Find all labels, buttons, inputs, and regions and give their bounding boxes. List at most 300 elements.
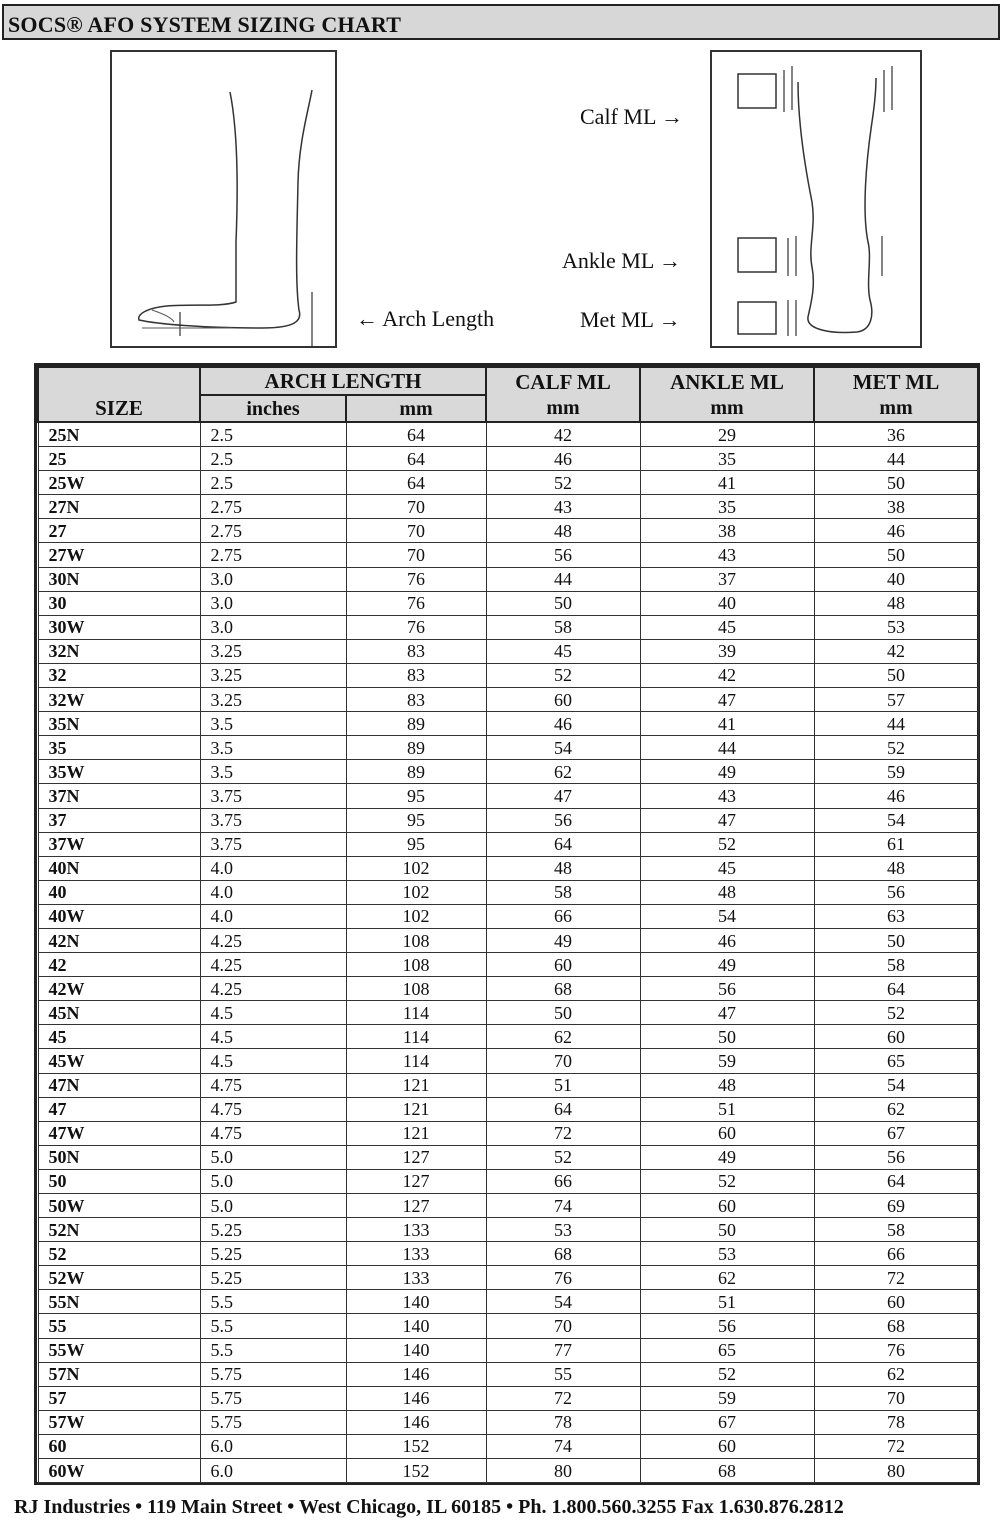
ankle-ml-cell: 35 — [640, 447, 814, 471]
met-ml-cell: 42 — [814, 639, 978, 663]
met-ml-cell: 56 — [814, 1145, 978, 1169]
arch-mm-cell: 64 — [346, 447, 486, 471]
ankle-ml-cell: 60 — [640, 1194, 814, 1218]
arch-inches-cell: 5.0 — [200, 1169, 346, 1193]
ankle-ml-cell: 59 — [640, 1049, 814, 1073]
size-cell: 60W — [38, 1459, 200, 1483]
ankle-ml-cell: 53 — [640, 1242, 814, 1266]
calf-ml-cell: 66 — [486, 904, 640, 928]
ankle-ml-cell: 35 — [640, 495, 814, 519]
header-size-blank — [38, 367, 200, 395]
arch-inches-cell: 3.25 — [200, 663, 346, 687]
arch-inches-cell: 5.0 — [200, 1145, 346, 1169]
arch-inches-cell: 5.25 — [200, 1242, 346, 1266]
arch-inches-cell: 5.0 — [200, 1194, 346, 1218]
calf-ml-cell: 50 — [486, 1001, 640, 1025]
ankle-ml-cell: 38 — [640, 519, 814, 543]
ankle-ml-cell: 67 — [640, 1410, 814, 1434]
met-ml-cell: 64 — [814, 1169, 978, 1193]
table-row — [38, 1386, 978, 1410]
ankle-ml-cell: 47 — [640, 1001, 814, 1025]
arch-mm-cell: 140 — [346, 1314, 486, 1338]
calf-ml-cell: 74 — [486, 1194, 640, 1218]
ankle-ml-cell: 44 — [640, 736, 814, 760]
table-row — [38, 977, 978, 1001]
table-row — [38, 904, 978, 928]
met-ml-cell: 69 — [814, 1194, 978, 1218]
arch-inches-cell: 4.5 — [200, 1025, 346, 1049]
arch-mm-cell: 95 — [346, 784, 486, 808]
calf-ml-cell: 45 — [486, 639, 640, 663]
arch-inches-cell: 3.75 — [200, 832, 346, 856]
arch-mm-cell: 102 — [346, 856, 486, 880]
ankle-ml-cell: 50 — [640, 1025, 814, 1049]
calf-ml-cell: 68 — [486, 977, 640, 1001]
arch-inches-cell: 6.0 — [200, 1434, 346, 1458]
arch-mm-cell: 70 — [346, 519, 486, 543]
arch-mm-cell: 89 — [346, 736, 486, 760]
arch-inches-cell: 4.0 — [200, 880, 346, 904]
table-row — [38, 688, 978, 712]
ankle-ml-cell: 50 — [640, 1218, 814, 1242]
ankle-ml-cell: 45 — [640, 856, 814, 880]
calf-ml-cell: 74 — [486, 1434, 640, 1458]
arch-inches-cell: 2.75 — [200, 519, 346, 543]
arch-mm-cell: 140 — [346, 1290, 486, 1314]
size-cell: 42W — [38, 977, 200, 1001]
ankle-ml-cell: 52 — [640, 832, 814, 856]
table-row — [38, 1025, 978, 1049]
arch-inches-cell: 3.75 — [200, 784, 346, 808]
size-cell: 30W — [38, 615, 200, 639]
met-ml-cell: 48 — [814, 856, 978, 880]
calf-ml-cell: 76 — [486, 1266, 640, 1290]
arch-inches-cell: 4.75 — [200, 1073, 346, 1097]
arch-mm-cell: 76 — [346, 567, 486, 591]
arch-mm-cell: 76 — [346, 591, 486, 615]
table-body — [38, 422, 978, 1483]
met-ml-cell: 50 — [814, 543, 978, 567]
met-ml-cell: 76 — [814, 1338, 978, 1362]
calf-ml-cell: 55 — [486, 1362, 640, 1386]
arch-mm-cell: 121 — [346, 1097, 486, 1121]
arch-inches-cell: 2.75 — [200, 495, 346, 519]
size-cell: 55N — [38, 1290, 200, 1314]
foot-side-view-drawing — [112, 52, 335, 346]
arch-mm-cell: 121 — [346, 1073, 486, 1097]
met-ml-cell: 50 — [814, 663, 978, 687]
table-row — [38, 1434, 978, 1458]
arch-mm-cell: 89 — [346, 712, 486, 736]
table-row — [38, 615, 978, 639]
arch-mm-cell: 64 — [346, 471, 486, 495]
arch-mm-cell: 146 — [346, 1362, 486, 1386]
ankle-ml-cell: 65 — [640, 1338, 814, 1362]
table-row — [38, 1194, 978, 1218]
calf-ml-cell: 52 — [486, 471, 640, 495]
size-cell: 55 — [38, 1314, 200, 1338]
arch-inches-cell: 5.75 — [200, 1410, 346, 1434]
size-cell: 30N — [38, 567, 200, 591]
header-ankle-mm: mm — [640, 395, 814, 422]
table-row — [38, 736, 978, 760]
size-cell: 40W — [38, 904, 200, 928]
table-row — [38, 663, 978, 687]
size-cell: 50N — [38, 1145, 200, 1169]
calf-ml-cell: 53 — [486, 1218, 640, 1242]
size-cell: 47W — [38, 1121, 200, 1145]
size-cell: 32N — [38, 639, 200, 663]
met-ml-cell: 62 — [814, 1362, 978, 1386]
calf-ml-cell: 72 — [486, 1121, 640, 1145]
size-cell: 27 — [38, 519, 200, 543]
ankle-ml-cell: 52 — [640, 1362, 814, 1386]
header-row-units — [38, 395, 978, 422]
title-bar — [2, 4, 1000, 40]
size-cell: 50 — [38, 1169, 200, 1193]
met-ml-label: Met ML → — [580, 307, 681, 332]
table-row — [38, 543, 978, 567]
size-cell: 45 — [38, 1025, 200, 1049]
met-ml-cell: 58 — [814, 1218, 978, 1242]
ankle-ml-cell: 46 — [640, 928, 814, 952]
ankle-ml-label: Ankle ML → — [562, 248, 681, 273]
size-cell: 27W — [38, 543, 200, 567]
calf-ml-cell: 70 — [486, 1314, 640, 1338]
header-met-mm: mm — [814, 395, 978, 422]
ankle-ml-cell: 45 — [640, 615, 814, 639]
arch-inches-cell: 4.75 — [200, 1097, 346, 1121]
arch-mm-cell: 83 — [346, 639, 486, 663]
met-ml-cell: 54 — [814, 808, 978, 832]
arch-inches-cell: 3.5 — [200, 736, 346, 760]
arch-mm-cell: 102 — [346, 880, 486, 904]
met-ml-cell: 70 — [814, 1386, 978, 1410]
table-row — [38, 1338, 978, 1362]
met-ml-cell: 46 — [814, 784, 978, 808]
ankle-ml-cell: 47 — [640, 688, 814, 712]
arch-inches-cell: 3.0 — [200, 591, 346, 615]
calf-ml-cell: 52 — [486, 663, 640, 687]
met-ml-cell: 54 — [814, 1073, 978, 1097]
calf-ml-cell: 42 — [486, 422, 640, 447]
calf-ml-cell: 77 — [486, 1338, 640, 1362]
table-row — [38, 712, 978, 736]
arch-mm-cell: 133 — [346, 1242, 486, 1266]
size-cell: 35 — [38, 736, 200, 760]
arch-inches-cell: 3.5 — [200, 760, 346, 784]
met-ml-cell: 57 — [814, 688, 978, 712]
table-row — [38, 1314, 978, 1338]
size-cell: 45W — [38, 1049, 200, 1073]
table-row — [38, 471, 978, 495]
table-row — [38, 1073, 978, 1097]
table-row — [38, 1242, 978, 1266]
arch-mm-cell: 108 — [346, 953, 486, 977]
calf-ml-cell: 44 — [486, 567, 640, 591]
arch-inches-cell: 2.5 — [200, 471, 346, 495]
sizing-table — [34, 363, 980, 1485]
table-row — [38, 495, 978, 519]
size-cell: 30 — [38, 591, 200, 615]
calf-ml-cell: 68 — [486, 1242, 640, 1266]
size-cell: 25W — [38, 471, 200, 495]
table-row — [38, 784, 978, 808]
arch-mm-cell: 108 — [346, 928, 486, 952]
met-ml-cell: 65 — [814, 1049, 978, 1073]
calf-ml-cell: 54 — [486, 1290, 640, 1314]
arch-mm-cell: 146 — [346, 1386, 486, 1410]
header-size: SIZE — [38, 395, 200, 422]
calf-ml-cell: 62 — [486, 760, 640, 784]
arch-inches-cell: 3.0 — [200, 567, 346, 591]
ankle-ml-cell: 62 — [640, 1266, 814, 1290]
arch-inches-cell: 4.5 — [200, 1049, 346, 1073]
table-row — [38, 639, 978, 663]
size-cell: 50W — [38, 1194, 200, 1218]
arch-mm-cell: 102 — [346, 904, 486, 928]
ankle-ml-cell: 60 — [640, 1434, 814, 1458]
arch-length-label: ← Arch Length — [356, 306, 495, 331]
ankle-ml-cell: 52 — [640, 1169, 814, 1193]
table-row — [38, 1362, 978, 1386]
table-row — [38, 447, 978, 471]
arch-inches-cell: 3.25 — [200, 639, 346, 663]
arch-mm-cell: 152 — [346, 1434, 486, 1458]
ankle-ml-cell: 68 — [640, 1459, 814, 1483]
table-row — [38, 832, 978, 856]
met-ml-cell: 67 — [814, 1121, 978, 1145]
arch-mm-cell: 76 — [346, 615, 486, 639]
arch-inches-cell: 4.25 — [200, 977, 346, 1001]
size-cell: 32 — [38, 663, 200, 687]
ankle-ml-cell: 47 — [640, 808, 814, 832]
arch-mm-cell: 152 — [346, 1459, 486, 1483]
met-ml-cell: 52 — [814, 1001, 978, 1025]
ankle-ml-cell: 42 — [640, 663, 814, 687]
table-row — [38, 808, 978, 832]
header-met-ml: MET ML — [814, 367, 978, 395]
ankle-ml-cell: 51 — [640, 1290, 814, 1314]
calf-ml-cell: 48 — [486, 519, 640, 543]
size-cell: 37W — [38, 832, 200, 856]
table-row — [38, 1169, 978, 1193]
ankle-ml-cell: 40 — [640, 591, 814, 615]
calf-ml-cell: 62 — [486, 1025, 640, 1049]
arch-mm-cell: 95 — [346, 832, 486, 856]
arch-mm-cell: 70 — [346, 495, 486, 519]
table-row — [38, 856, 978, 880]
calf-ml-cell: 80 — [486, 1459, 640, 1483]
met-ml-cell: 38 — [814, 495, 978, 519]
ankle-ml-cell: 37 — [640, 567, 814, 591]
size-cell: 25N — [38, 422, 200, 447]
calf-ml-cell: 58 — [486, 615, 640, 639]
table-row — [38, 567, 978, 591]
size-cell: 42N — [38, 928, 200, 952]
table-row — [38, 1097, 978, 1121]
table-row — [38, 1145, 978, 1169]
page-title: SOCS® AFO SYSTEM SIZING CHART — [8, 12, 402, 37]
calf-ml-cell: 50 — [486, 591, 640, 615]
ankle-ml-cell: 49 — [640, 760, 814, 784]
met-ml-cell: 56 — [814, 880, 978, 904]
table-row — [38, 880, 978, 904]
size-cell: 60 — [38, 1434, 200, 1458]
met-ml-cell: 61 — [814, 832, 978, 856]
arch-mm-cell: 127 — [346, 1145, 486, 1169]
arch-inches-cell: 4.75 — [200, 1121, 346, 1145]
ankle-ml-cell: 41 — [640, 471, 814, 495]
calf-ml-cell: 43 — [486, 495, 640, 519]
calf-ml-cell: 60 — [486, 953, 640, 977]
calf-ml-cell: 70 — [486, 1049, 640, 1073]
arch-mm-cell: 121 — [346, 1121, 486, 1145]
size-cell: 57W — [38, 1410, 200, 1434]
met-ml-cell: 44 — [814, 447, 978, 471]
met-ml-cell: 72 — [814, 1266, 978, 1290]
size-cell: 37N — [38, 784, 200, 808]
size-cell: 40 — [38, 880, 200, 904]
met-ml-cell: 63 — [814, 904, 978, 928]
table-row — [38, 591, 978, 615]
size-cell: 37 — [38, 808, 200, 832]
ankle-ml-cell: 56 — [640, 977, 814, 1001]
met-ml-cell: 64 — [814, 977, 978, 1001]
calf-ml-cell: 56 — [486, 543, 640, 567]
arch-inches-cell: 2.5 — [200, 447, 346, 471]
ankle-ml-cell: 60 — [640, 1121, 814, 1145]
arch-mm-cell: 114 — [346, 1025, 486, 1049]
arch-inches-cell: 2.5 — [200, 422, 346, 447]
calf-ml-cell: 54 — [486, 736, 640, 760]
ankle-ml-cell: 48 — [640, 880, 814, 904]
ankle-ml-cell: 56 — [640, 1314, 814, 1338]
table-row — [38, 1218, 978, 1242]
size-cell: 45N — [38, 1001, 200, 1025]
arch-inches-cell: 4.25 — [200, 928, 346, 952]
table-row — [38, 1001, 978, 1025]
arch-inches-cell: 4.5 — [200, 1001, 346, 1025]
met-ml-cell: 62 — [814, 1097, 978, 1121]
ankle-ml-cell: 43 — [640, 543, 814, 567]
size-cell: 35W — [38, 760, 200, 784]
met-ml-cell: 59 — [814, 760, 978, 784]
ankle-ml-cell: 48 — [640, 1073, 814, 1097]
calf-ml-cell: 64 — [486, 1097, 640, 1121]
ankle-ml-cell: 29 — [640, 422, 814, 447]
calf-ml-cell: 66 — [486, 1169, 640, 1193]
ankle-ml-cell: 59 — [640, 1386, 814, 1410]
arch-inches-cell: 4.0 — [200, 904, 346, 928]
calf-ml-cell: 48 — [486, 856, 640, 880]
table-row — [38, 760, 978, 784]
leg-front-view-figure — [710, 50, 922, 348]
footer-contact: RJ Industries • 119 Main Street • West Chicago, IL 60185 • Ph. 1.800.560.3255 Fax 1.630.876.2812 — [14, 1496, 844, 1518]
met-ml-cell: 52 — [814, 736, 978, 760]
arch-mm-cell: 114 — [346, 1049, 486, 1073]
header-arch-mm: mm — [346, 395, 486, 422]
arch-mm-cell: 95 — [346, 808, 486, 832]
calf-ml-cell: 56 — [486, 808, 640, 832]
arch-inches-cell: 6.0 — [200, 1459, 346, 1483]
header-calf-ml: CALF ML — [486, 367, 640, 395]
header-arch-length: ARCH LENGTH — [200, 367, 486, 395]
arch-mm-cell: 83 — [346, 688, 486, 712]
size-cell: 47 — [38, 1097, 200, 1121]
arch-inches-cell: 5.25 — [200, 1266, 346, 1290]
size-cell: 25 — [38, 447, 200, 471]
ankle-ml-cell: 39 — [640, 639, 814, 663]
met-ml-cell: 44 — [814, 712, 978, 736]
arch-mm-cell: 108 — [346, 977, 486, 1001]
met-ml-cell: 48 — [814, 591, 978, 615]
met-ml-cell: 66 — [814, 1242, 978, 1266]
table-row — [38, 928, 978, 952]
table-row — [38, 519, 978, 543]
met-ml-cell: 53 — [814, 615, 978, 639]
arch-inches-cell: 3.0 — [200, 615, 346, 639]
met-ml-cell: 72 — [814, 1434, 978, 1458]
arch-mm-cell: 133 — [346, 1266, 486, 1290]
size-cell: 32W — [38, 688, 200, 712]
size-cell: 35N — [38, 712, 200, 736]
arch-inches-cell: 3.25 — [200, 688, 346, 712]
table-row — [38, 1290, 978, 1314]
met-ml-cell: 36 — [814, 422, 978, 447]
size-cell: 52N — [38, 1218, 200, 1242]
size-cell: 57N — [38, 1362, 200, 1386]
calf-ml-cell: 46 — [486, 447, 640, 471]
arch-inches-cell: 5.5 — [200, 1338, 346, 1362]
arch-inches-cell: 5.5 — [200, 1290, 346, 1314]
met-ml-cell: 68 — [814, 1314, 978, 1338]
arch-mm-cell: 146 — [346, 1410, 486, 1434]
ankle-ml-cell: 54 — [640, 904, 814, 928]
arch-inches-cell: 2.75 — [200, 543, 346, 567]
calf-ml-cell: 60 — [486, 688, 640, 712]
arch-inches-cell: 4.0 — [200, 856, 346, 880]
met-ml-cell: 46 — [814, 519, 978, 543]
size-cell: 52W — [38, 1266, 200, 1290]
ankle-ml-cell: 49 — [640, 1145, 814, 1169]
arch-mm-cell: 83 — [346, 663, 486, 687]
met-ml-cell: 80 — [814, 1459, 978, 1483]
arch-mm-cell: 70 — [346, 543, 486, 567]
size-cell: 47N — [38, 1073, 200, 1097]
arch-inches-cell: 5.5 — [200, 1314, 346, 1338]
met-ml-cell: 60 — [814, 1025, 978, 1049]
arch-mm-cell: 114 — [346, 1001, 486, 1025]
size-cell: 40N — [38, 856, 200, 880]
met-ml-cell: 60 — [814, 1290, 978, 1314]
arch-inches-cell: 5.25 — [200, 1218, 346, 1242]
arch-inches-cell: 5.75 — [200, 1362, 346, 1386]
calf-ml-label: Calf ML → — [580, 104, 684, 129]
met-ml-cell: 58 — [814, 953, 978, 977]
calf-ml-cell: 72 — [486, 1386, 640, 1410]
leg-front-view-drawing — [712, 52, 920, 346]
arch-inches-cell: 4.25 — [200, 953, 346, 977]
size-cell: 55W — [38, 1338, 200, 1362]
size-cell: 52 — [38, 1242, 200, 1266]
calf-ml-cell: 51 — [486, 1073, 640, 1097]
arch-mm-cell: 140 — [346, 1338, 486, 1362]
arch-inches-cell: 5.75 — [200, 1386, 346, 1410]
size-cell: 42 — [38, 953, 200, 977]
ankle-ml-cell: 51 — [640, 1097, 814, 1121]
size-cell: 27N — [38, 495, 200, 519]
